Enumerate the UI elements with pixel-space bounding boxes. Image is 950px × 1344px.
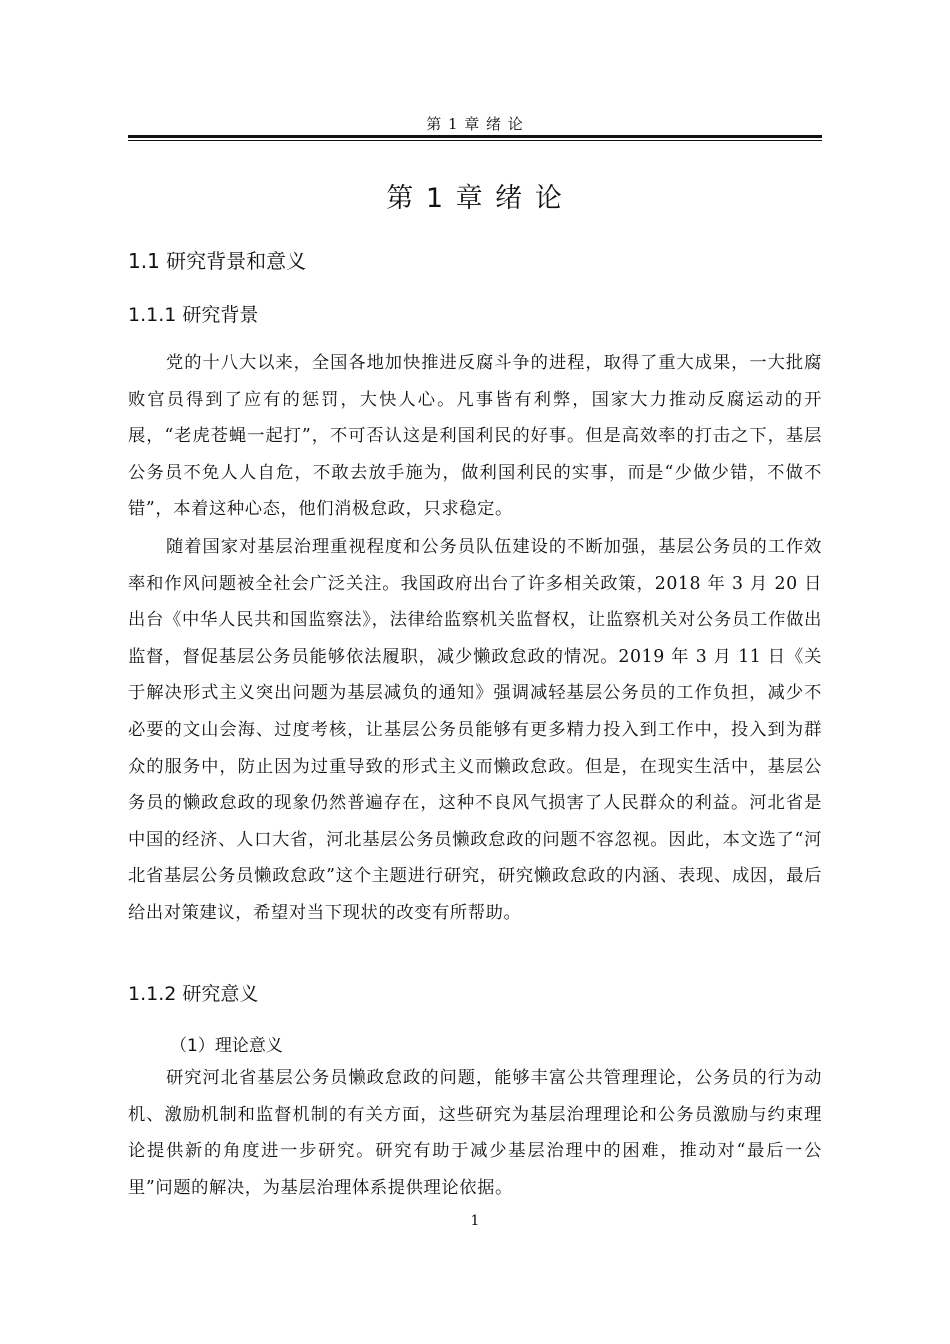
- chapter-title: 第 1 章 绪 论: [386, 183, 564, 214]
- body-paragraph: 随着国家对基层治理重视程度和公务员队伍建设的不断加强，基层公务员的工作效率和作风问题被全社会广泛关注。我国政府出台了许多相关政策，2018 年 3 月 20 日出台《中华人民共和国监察法》，法律给监察机关监督权，让监察机关对公务员工作做出监督，督促基层公务员能够依法履职，减少懒政怠政的情况。2019 年 3 月 11 日《关于解决形式主义突出问题为基层减负的通知》强调减轻基层公务员的工作负担，减少不必要的文山会海、过度考核，让基层公务员能够有更多精力投入到工作中，投入到为群众的服务中，防止因为过重导致的形式主义而懒政怠政。但是，在现实生活中，基层公务员的懒政怠政的现象仍然普遍存在，这种不良风气损害了人民群众的利益。河北省是中国的经济、人口大省，河北基层公务员懒政怠政的问题不容忽视。因此，本文选了“河北省基层公务员懒政怠政”这个主题进行研究，研究懒政怠政的内涵、表现、成因，最后给出对策建议，希望对当下现状的改变有所帮助。: [128, 537, 822, 923]
- running-header: 第 1 章 绪 论: [426, 115, 524, 133]
- body-paragraph: 研究河北省基层公务员懒政怠政的问题，能够丰富公共管理理论，公务员的行为动机、激励机制和监督机制的有关方面，这些研究为基层治理理论和公务员激励与约束理论提供新的角度进一步研究。研究有助于减少基层治理中的困难，推动对“最后一公里”问题的解决，为基层治理体系提供理论依据。: [128, 1068, 822, 1198]
- section-heading-1-1: 1.1 研究背景和意义: [128, 249, 307, 273]
- section-heading-1-1-2: 1.1.2 研究意义: [128, 983, 259, 1005]
- body-paragraph: 党的十八大以来，全国各地加快推进反腐斗争的进程，取得了重大成果，一大批腐败官员得到了应有的惩罚，大快人心。凡事皆有利弊，国家大力推动反腐运动的开展，“老虎苍蝇一起打”，不可否认这是利国利民的好事。但是高效率的打击之下，基层公务员不免人人自危，不敢去放手施为，做利国利民的实事，而是“少做少错，不做不错”，本着这种心态，他们消极怠政，只求稳定。: [128, 353, 822, 520]
- header-rule-thick: [128, 135, 822, 138]
- page-number: 1: [470, 1213, 480, 1229]
- header-rule-thin: [128, 140, 822, 141]
- subsection-heading: （1）理论意义: [170, 1036, 283, 1056]
- section-heading-1-1-1: 1.1.1 研究背景: [128, 304, 259, 326]
